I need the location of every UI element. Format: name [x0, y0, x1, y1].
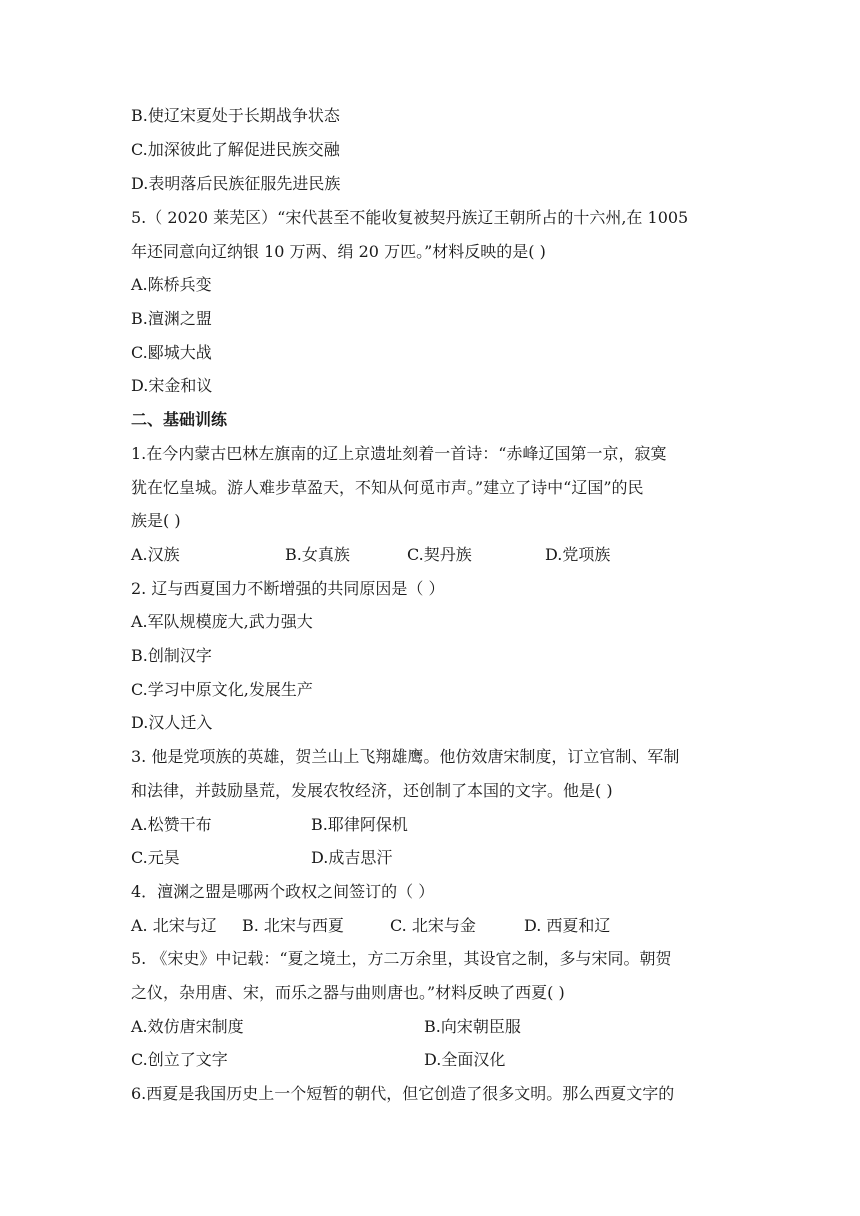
q2-stem: 2. 辽与西夏国力不断增强的共同原因是（ ）: [131, 579, 445, 598]
q3-stem-line1: 3. 他是党项族的英雄，贺兰山上飞翔雄鹰。他仿效唐宋制度，订立官制、军制: [131, 747, 680, 766]
q5-prev-stem-line2: 年还同意向辽纳银 10 万两、绢 20 万匹。”材料反映的是( ): [131, 242, 546, 261]
q3-option-b: B.耶律阿保机: [311, 815, 408, 834]
option-b-prev: B.使辽宋夏处于长期战争状态: [131, 106, 340, 125]
q2-option-a: A.军队规模庞大,武力强大: [131, 612, 313, 631]
q5-option-a: A.效仿唐宋制度: [131, 1017, 244, 1036]
q3-option-a: A.松赞干布: [131, 815, 212, 834]
q5-option-c: C.创立了文字: [131, 1050, 228, 1069]
q4-option-d: D. 西夏和辽: [524, 916, 611, 935]
q1-stem-line1: 1.在今内蒙古巴林左旗南的辽上京遗址刻着一首诗：“赤峰辽国第一京，寂寞: [131, 444, 667, 463]
q4-option-a: A. 北宋与辽: [131, 916, 217, 935]
q1-stem-line3: 族是( ): [131, 511, 181, 530]
q4-option-c: C. 北宋与金: [390, 916, 476, 935]
q5-prev-option-d: D.宋金和议: [131, 376, 213, 395]
q5-stem-line1: 5. 《宋史》中记载：“夏之境土，方二万余里，其设官之制，多与宋同。朝贺: [131, 949, 672, 968]
q3-option-c: C.元昊: [131, 848, 180, 867]
q4-option-b: B. 北宋与西夏: [242, 916, 344, 935]
q2-option-d: D.汉人迁入: [131, 713, 213, 732]
q5-option-d: D.全面汉化: [424, 1050, 506, 1069]
q5-prev-option-a: A.陈桥兵变: [131, 275, 212, 294]
q1-option-d: D.党项族: [545, 545, 611, 564]
q6-stem-line1: 6.西夏是我国历史上一个短暂的朝代，但它创造了很多文明。那么西夏文字的: [131, 1084, 675, 1103]
q1-option-a: A.汉族: [131, 545, 180, 564]
q5-prev-stem-line1: 5.（ 2020 莱芜区）“宋代甚至不能收复被契丹族辽王朝所占的十六州,在 1005: [131, 208, 689, 227]
q4-stem: 4．澶渊之盟是哪两个政权之间签订的（ ）: [131, 882, 435, 901]
q1-option-b: B.女真族: [285, 545, 350, 564]
section-title: 二、基础训练: [131, 410, 228, 429]
q5-prev-option-c: C.郾城大战: [131, 343, 212, 362]
q2-option-c: C.学习中原文化,发展生产: [131, 680, 313, 699]
q3-stem-line2: 和法律，并鼓励垦荒，发展农牧经济，还创制了本国的文字。他是( ): [131, 781, 613, 800]
q2-option-b: B.创制汉字: [131, 646, 212, 665]
q1-option-c: C.契丹族: [407, 545, 472, 564]
q5-prev-option-b: B.澶渊之盟: [131, 309, 212, 328]
q1-stem-line2: 犹在忆皇城。游人难步草盈天，不知从何觅市声。”建立了诗中“辽国”的民: [131, 478, 644, 497]
option-c-prev: C.加深彼此了解促进民族交融: [131, 140, 340, 159]
q5-option-b: B.向宋朝臣服: [424, 1017, 521, 1036]
q5-stem-line2: 之仪，杂用唐、宋，而乐之器与曲则唐也。”材料反映了西夏( ): [131, 983, 565, 1002]
option-d-prev: D.表明落后民族征服先进民族: [131, 174, 341, 193]
q3-option-d: D.成吉思汗: [311, 848, 393, 867]
